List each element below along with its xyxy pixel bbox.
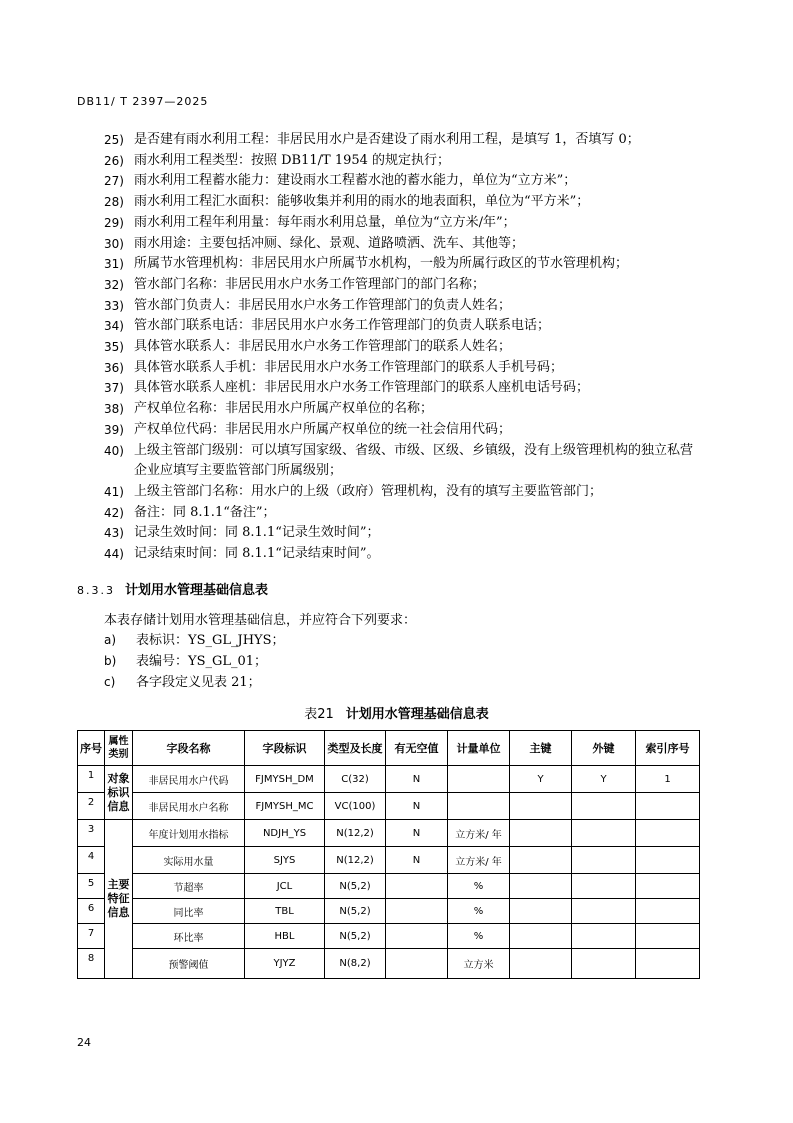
- cell-fk: [572, 874, 636, 899]
- page-number: 24: [77, 1036, 91, 1049]
- item-text: 记录生效时间：同 8.1.1“记录生效时间”；: [134, 525, 380, 541]
- cell-index: 1: [636, 766, 700, 793]
- cell-type: N(5,2): [325, 874, 386, 899]
- cell-nullable: N: [386, 793, 448, 820]
- item-text: 所属节水管理机构：非居民用水户所属节水机构，一般为所属行政区的节水管理机构；: [134, 256, 629, 272]
- category-main-features: 主要特征信息: [105, 820, 133, 979]
- cell-field-name: 年度计划用水指标: [133, 820, 245, 847]
- list-item: [104, 503, 704, 524]
- item-text: 管水部门名称：非居民用水户水务工作管理部门的部门名称；: [134, 276, 486, 292]
- item-number: 27): [104, 174, 124, 189]
- list-item: [104, 358, 704, 379]
- cell-seq: 8: [78, 949, 105, 979]
- header-type-length: 类型及长度: [325, 731, 386, 766]
- requirement-label: c): [104, 675, 116, 689]
- cell-field-name: 环比率: [133, 924, 245, 949]
- cell-field-id: NDJH_YS: [245, 820, 325, 847]
- list-item: [104, 213, 704, 234]
- cell-nullable: N: [386, 847, 448, 874]
- cell-pk: [510, 949, 572, 979]
- item-text: 雨水用途：主要包括冲厕、绿化、景观、道路喷洒、洗车、其他等；: [134, 235, 525, 251]
- cell-field-id: FJMYSH_MC: [245, 793, 325, 820]
- cell-fk: [572, 793, 636, 820]
- requirement-text: 各字段定义见表 21；: [136, 675, 261, 690]
- cell-fk: [572, 924, 636, 949]
- list-item: [104, 482, 704, 503]
- list-item: [104, 441, 704, 482]
- cell-nullable: [386, 949, 448, 979]
- list-item: [104, 420, 704, 441]
- list-item: [104, 151, 704, 172]
- item-number: 44): [104, 547, 124, 562]
- cell-field-id: SJYS: [245, 847, 325, 874]
- item-text: 上级主管部门级别：可以填写国家级、省级、市级、区级、乡镇级，没有上级管理机构的独立私营企业应填写主要监管部门所属级别；: [134, 442, 694, 479]
- cell-unit: %: [448, 924, 510, 949]
- cell-nullable: [386, 924, 448, 949]
- list-item: [104, 378, 704, 399]
- cell-pk: [510, 820, 572, 847]
- item-number: 36): [104, 360, 124, 375]
- cell-seq: 2: [78, 793, 105, 820]
- item-number: 43): [104, 526, 124, 541]
- item-text: 记录结束时间：同 8.1.1“记录结束时间”。: [134, 546, 380, 562]
- section-heading: [77, 579, 268, 598]
- document-code: DB11/ T 2397—2025: [77, 95, 209, 108]
- cell-seq: 5: [78, 874, 105, 899]
- item-number: 29): [104, 215, 124, 230]
- cell-field-id: FJMYSH_DM: [245, 766, 325, 793]
- table-row: [78, 793, 700, 820]
- cell-field-id: JCL: [245, 874, 325, 899]
- list-item: [104, 275, 704, 296]
- cell-index: [636, 949, 700, 979]
- cell-index: [636, 847, 700, 874]
- list-item: [104, 316, 704, 337]
- cell-pk: Y: [510, 766, 572, 793]
- item-number: 40): [104, 443, 124, 458]
- cell-unit: [448, 766, 510, 793]
- item-number: 32): [104, 277, 124, 292]
- item-text: 上级主管部门名称：用水户的上级（政府）管理机构，没有的填写主要监管部门；: [134, 483, 603, 499]
- cell-seq: 4: [78, 847, 105, 874]
- cell-field-name: 非居民用水户名称: [133, 793, 245, 820]
- cell-fk: [572, 847, 636, 874]
- cell-field-id: HBL: [245, 924, 325, 949]
- table-row: [78, 874, 700, 899]
- definition-list: [104, 130, 704, 565]
- cell-field-id: TBL: [245, 899, 325, 924]
- section-title: 计划用水管理基础信息表: [125, 583, 269, 598]
- item-number: 37): [104, 381, 124, 396]
- list-item: [104, 296, 704, 317]
- cell-pk: [510, 847, 572, 874]
- item-number: 31): [104, 257, 124, 272]
- cell-unit: 立方米: [448, 949, 510, 979]
- cell-field-name: 节超率: [133, 874, 245, 899]
- cell-index: [636, 874, 700, 899]
- cell-fk: [572, 949, 636, 979]
- requirements-list: [104, 630, 285, 693]
- requirement-text: 表编号：YS_GL_01；: [136, 654, 268, 669]
- cell-nullable: N: [386, 766, 448, 793]
- table-row: [78, 924, 700, 949]
- requirement-text: 表标识：YS_GL_JHYS；: [136, 633, 285, 648]
- item-number: 35): [104, 340, 124, 355]
- requirement-item: [104, 651, 285, 672]
- cell-pk: [510, 874, 572, 899]
- list-item: [104, 337, 704, 358]
- item-number: 33): [104, 298, 124, 313]
- cell-index: [636, 820, 700, 847]
- header-nullable: 有无空值: [386, 731, 448, 766]
- cell-pk: [510, 899, 572, 924]
- cell-index: [636, 924, 700, 949]
- cell-field-name: 实际用水量: [133, 847, 245, 874]
- item-text: 产权单位代码：非居民用水户所属产权单位的统一社会信用代码；: [134, 421, 512, 437]
- item-number: 41): [104, 484, 124, 499]
- requirement-label: b): [104, 654, 117, 668]
- header-seq: 序号: [78, 731, 105, 766]
- cell-nullable: [386, 874, 448, 899]
- table-row: [78, 899, 700, 924]
- header-index-seq: 索引序号: [636, 731, 700, 766]
- cell-seq: 7: [78, 924, 105, 949]
- table-title: 计划用水管理基础信息表: [345, 707, 489, 722]
- cell-type: N(5,2): [325, 899, 386, 924]
- cell-seq: 1: [78, 766, 105, 793]
- cell-type: N(5,2): [325, 924, 386, 949]
- cell-fk: [572, 820, 636, 847]
- cell-type: N(8,2): [325, 949, 386, 979]
- cell-pk: [510, 924, 572, 949]
- intro-paragraph: 本表存储计划用水管理基础信息，并应符合下列要求：: [104, 613, 417, 628]
- cell-index: [636, 899, 700, 924]
- table-row: [78, 847, 700, 874]
- field-definition-table: [77, 730, 700, 979]
- item-text: 产权单位名称：非居民用水户所属产权单位的名称；: [134, 401, 434, 417]
- header-category: 属性类别: [105, 731, 133, 766]
- item-text: 备注：同 8.1.1“备注”；: [134, 504, 276, 520]
- item-text: 雨水利用工程汇水面积：能够收集并利用的雨水的地表面积，单位为“平方米”；: [134, 194, 590, 210]
- item-number: 42): [104, 505, 124, 520]
- item-text: 具体管水联系人手机：非居民用水户水务工作管理部门的联系人手机号码；: [134, 359, 564, 375]
- item-number: 28): [104, 195, 124, 210]
- item-text: 雨水利用工程类型：按照 DB11/T 1954 的规定执行；: [134, 152, 451, 168]
- category-object-id: 对象标识信息: [105, 766, 133, 820]
- header-foreign-key: 外键: [572, 731, 636, 766]
- table-caption: [0, 703, 793, 722]
- header-primary-key: 主键: [510, 731, 572, 766]
- cell-type: VC(100): [325, 793, 386, 820]
- item-text: 雨水利用工程年利用量：每年雨水利用总量，单位为“立方米/年”；: [134, 214, 516, 230]
- cell-field-name: 非居民用水户代码: [133, 766, 245, 793]
- list-item: [104, 171, 704, 192]
- cell-field-id: YJYZ: [245, 949, 325, 979]
- table-row: [78, 949, 700, 979]
- table-row: [78, 766, 700, 793]
- list-item: [104, 254, 704, 275]
- cell-pk: [510, 793, 572, 820]
- list-item: [104, 234, 704, 255]
- cell-type: N(12,2): [325, 847, 386, 874]
- cell-unit: 立方米/ 年: [448, 847, 510, 874]
- requirement-label: a): [104, 633, 117, 647]
- cell-nullable: [386, 899, 448, 924]
- cell-index: [636, 793, 700, 820]
- item-text: 管水部门负责人：非居民用水户水务工作管理部门的负责人姓名；: [134, 297, 512, 313]
- cell-unit: 立方米/ 年: [448, 820, 510, 847]
- cell-type: C(32): [325, 766, 386, 793]
- item-text: 具体管水联系人：非居民用水户水务工作管理部门的联系人姓名；: [134, 339, 512, 355]
- item-text: 具体管水联系人座机：非居民用水户水务工作管理部门的联系人座机电话号码；: [134, 380, 590, 396]
- cell-nullable: N: [386, 820, 448, 847]
- item-number: 39): [104, 422, 124, 437]
- list-item: [104, 523, 704, 544]
- list-item: [104, 130, 704, 151]
- requirement-item: [104, 630, 285, 651]
- item-text: 雨水利用工程蓄水能力：建设雨水工程蓄水池的蓄水能力，单位为“立方米”；: [134, 173, 577, 189]
- list-item: [104, 544, 704, 565]
- table-header-row: [78, 731, 700, 766]
- cell-field-name: 同比率: [133, 899, 245, 924]
- cell-unit: %: [448, 874, 510, 899]
- cell-seq: 3: [78, 820, 105, 847]
- item-number: 25): [104, 133, 124, 147]
- cell-unit: %: [448, 899, 510, 924]
- header-field-name: 字段名称: [133, 731, 245, 766]
- cell-fk: Y: [572, 766, 636, 793]
- section-number: 8.3.3: [77, 584, 115, 597]
- cell-fk: [572, 899, 636, 924]
- cell-unit: [448, 793, 510, 820]
- item-number: 38): [104, 402, 124, 417]
- list-item: [104, 192, 704, 213]
- item-number: 26): [104, 153, 124, 168]
- list-item: [104, 399, 704, 420]
- item-number: 30): [104, 236, 124, 251]
- cell-field-name: 预警阈值: [133, 949, 245, 979]
- item-text: 管水部门联系电话：非居民用水户水务工作管理部门的负责人联系电话；: [134, 318, 551, 334]
- header-unit: 计量单位: [448, 731, 510, 766]
- item-text: 是否建有雨水利用工程：非居民用水户是否建设了雨水利用工程，是填写 1，否填写 0；: [134, 132, 640, 147]
- cell-seq: 6: [78, 899, 105, 924]
- cell-type: N(12,2): [325, 820, 386, 847]
- item-number: 34): [104, 319, 124, 334]
- requirement-item: [104, 672, 285, 693]
- table-row: [78, 820, 700, 847]
- header-field-id: 字段标识: [245, 731, 325, 766]
- table-number: 表21: [304, 707, 334, 722]
